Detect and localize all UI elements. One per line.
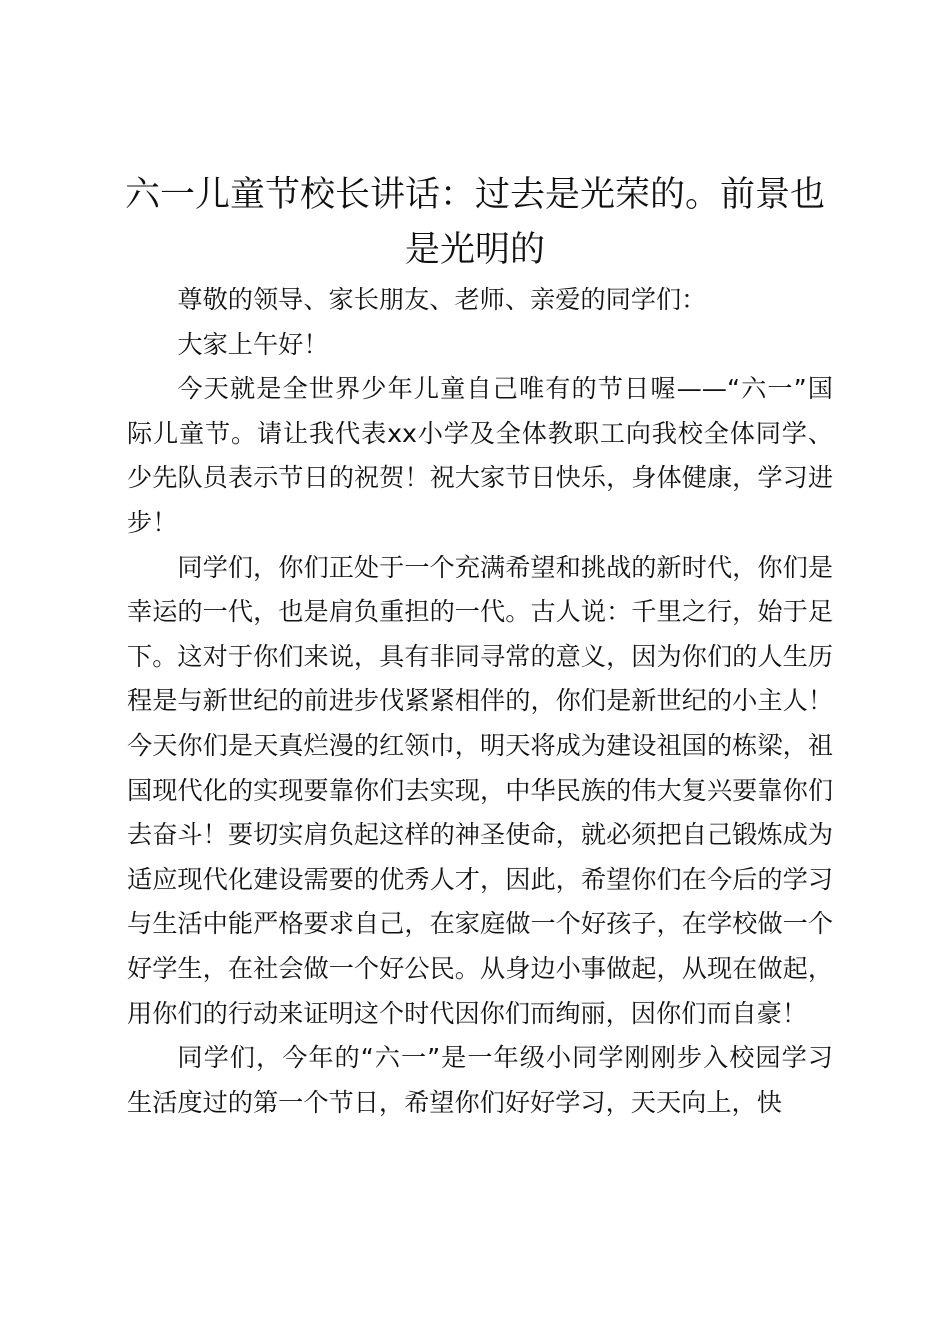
document-title: 六一儿童节校长讲话：过去是光荣的。前景也是光明的 — [124, 175, 825, 270]
body-paragraph: 同学们，你们正处于一个充满希望和挑战的新时代，你们是幸运的一代，也是肩负重担的一代。古人说：千里之行，始于足下。这对于你们来说，具有非同寻常的意义，因为你们的人生历程是与新世纪的前进步伐紧紧相伴的，你们是新世纪的小主人！今天你们是天真烂漫的红领巾，明天将成为建设祖国的栋梁，祖国现代化的实现要靠你们去实现，中华民族的伟大复兴要靠你们去奋斗！要切实肩负起这样的神圣使命，就必须把自己锻炼成为适应现代化建设需要的优秀人才，因此，希望你们在今后的学习与生活中能严格要求自己，在家庭做一个好孩子，在学校做一个好学生，在社会做一个好公民。从身边小事做起，从现在做起，用你们的行动来证明这个时代因你们而绚丽，因你们而自豪！ — [127, 552, 833, 1028]
body-paragraph: 同学们，今年的“六一”是一年级小同学刚刚步入校园学习生活度过的第一个节日，希望你们好好学习，天天向上，快 — [127, 1043, 833, 1117]
greeting-paragraph: 大家上午好！ — [177, 329, 329, 359]
salutation-paragraph: 尊敬的领导、家长朋友、老师、亲爱的同学们： — [177, 285, 707, 314]
body-paragraph: 今天就是全世界少年儿童自己唯有的节日喔——“六一”国际儿童节。请让我代表xx小学及全体教职工向我校全体同学、少先队员表示节日的祝贺！祝大家节日快乐，身体健康，学习进步！ — [127, 374, 833, 537]
document-body — [127, 278, 833, 1125]
